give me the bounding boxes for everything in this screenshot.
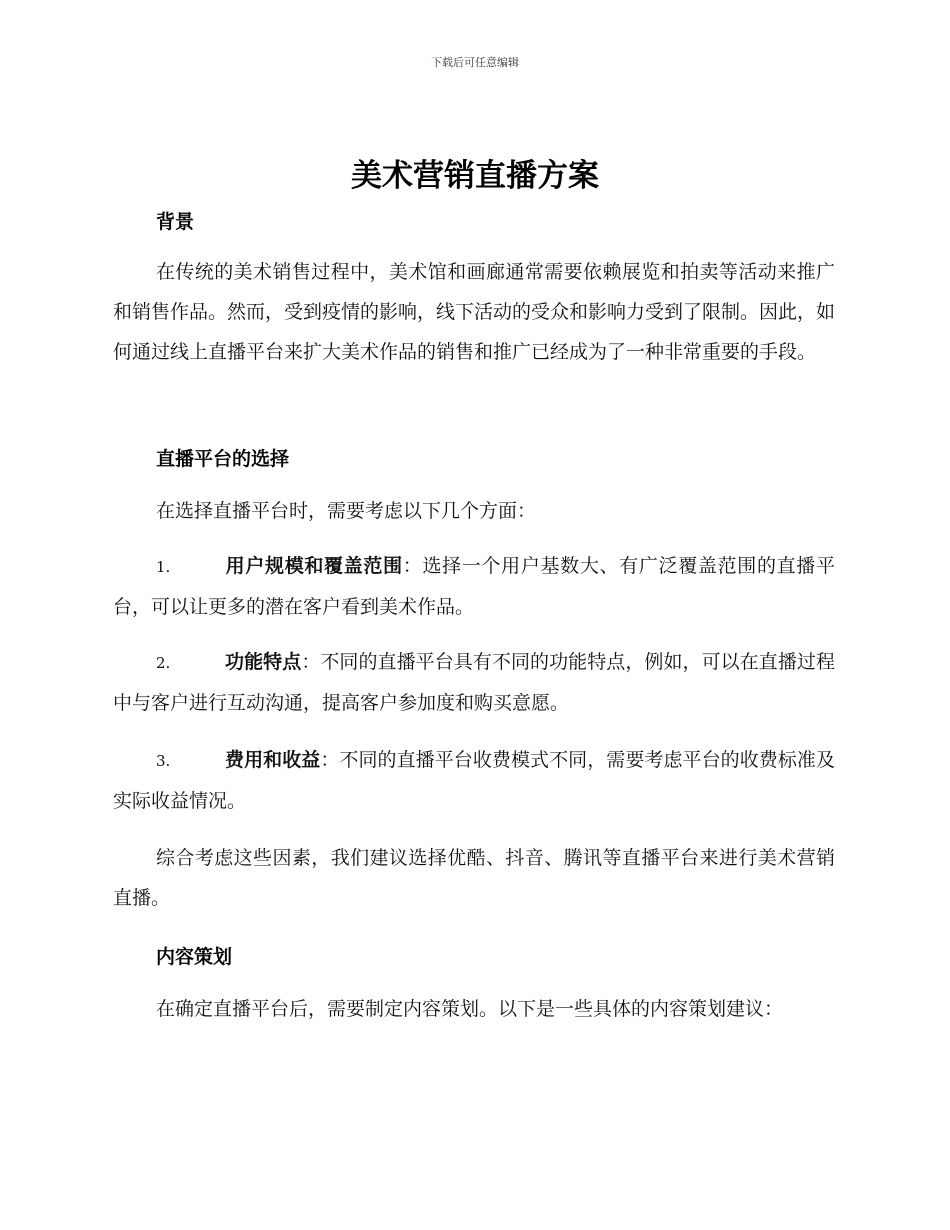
list-number: 2. xyxy=(156,654,171,672)
list-text: ：选择一个用户基数大、有广泛覆盖范围的直播平台，可以让更多的潜在客户看到美术作品。 xyxy=(113,555,835,618)
section-heading-background: 背景 xyxy=(156,211,195,233)
list-term: 功能特点 xyxy=(225,651,302,673)
list-item xyxy=(113,642,835,723)
list-item xyxy=(113,740,835,821)
platform-conclusion-paragraph: 综合考虑这些因素，我们建议选择优酷、抖音、腾讯等直播平台来进行美术营销直播。 xyxy=(113,847,835,909)
list-number: 3. xyxy=(156,752,171,770)
list-item xyxy=(113,546,835,627)
list-number: 1. xyxy=(156,558,171,576)
page-header: 下载后可任意编辑 xyxy=(431,56,519,69)
content-planning-paragraph: 在确定直播平台后，需要制定内容策划。以下是一些具体的内容策划建议： xyxy=(156,998,784,1020)
section-heading-platform-choice: 直播平台的选择 xyxy=(156,448,290,470)
list-term: 用户规模和覆盖范围 xyxy=(225,555,403,577)
list-term: 费用和收益 xyxy=(225,749,321,771)
list-text: ：不同的直播平台具有不同的功能特点，例如，可以在直播过程中与客户进行互动沟通，提高客户参加度和购买意愿。 xyxy=(113,651,835,714)
platform-intro-paragraph: 在选择直播平台时，需要考虑以下几个方面： xyxy=(156,500,537,522)
list-text: ：不同的直播平台收费模式不同，需要考虑平台的收费标准及实际收益情况。 xyxy=(113,749,835,812)
section-heading-content-planning: 内容策划 xyxy=(156,946,233,968)
background-paragraph: 在传统的美术销售过程中，美术馆和画廊通常需要依赖展览和拍卖等活动来推广和销售作品。然而，受到疫情的影响，线下活动的受众和影响力受到了限制。因此，如何通过线上直播平台来扩大美术作品的销售和推广已经成为了一种非常重要的手段。 xyxy=(113,261,836,363)
document-title: 美术营销直播方案 xyxy=(351,158,599,194)
